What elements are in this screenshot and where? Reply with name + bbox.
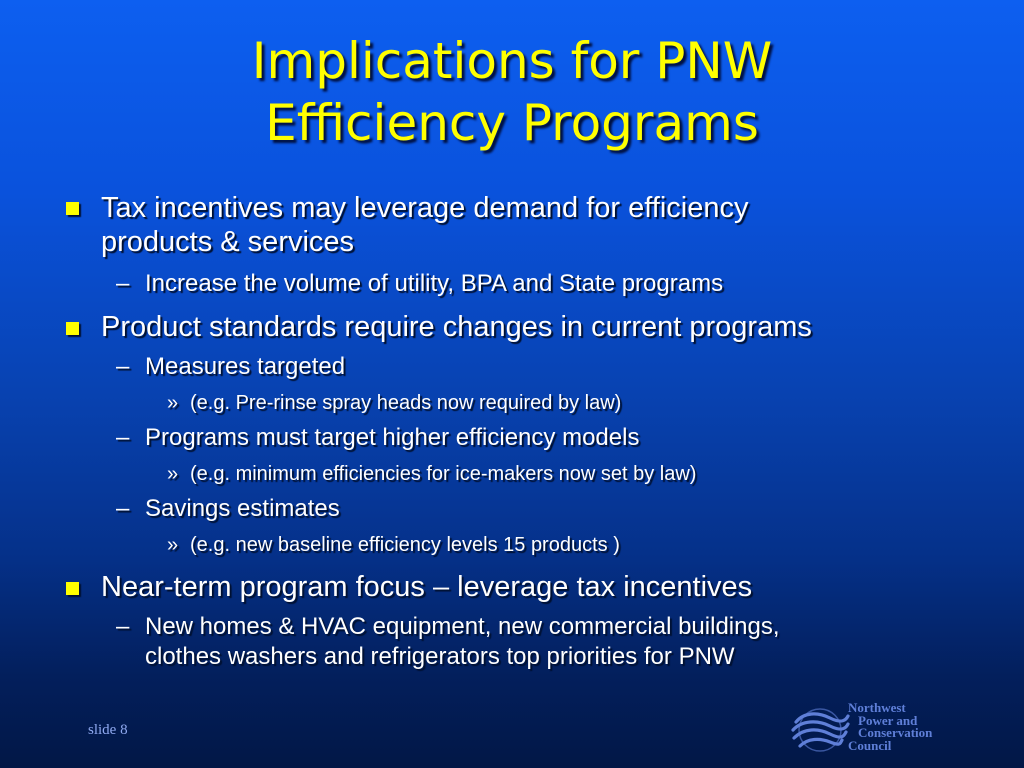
dash-marker: – [116, 495, 130, 522]
sub-bullet-measures-targeted: Measures targeted [145, 353, 346, 380]
slide-title [0, 30, 1024, 154]
title-line-2: Efficiency Programs [265, 94, 759, 152]
dash-marker: – [116, 353, 130, 380]
council-logo [790, 700, 960, 760]
sub-sub-bullet-baseline: (e.g. new baseline efficiency levels 15 products ) [190, 534, 620, 556]
logo-line: Power and [858, 712, 918, 728]
sub-bullet-increase-volume: Increase the volume of utility, BPA and State programs [145, 270, 724, 297]
sub-bullet-programs-target: Programs must target higher efficiency models [145, 424, 640, 451]
bullet-text-line: products & services [101, 226, 355, 258]
dash-marker: – [116, 270, 130, 297]
sub-bullet-new-homes [145, 612, 780, 672]
bullet-near-term-focus: Near-term program focus – leverage tax incentives [101, 571, 753, 603]
sub-bullet-savings-estimates: Savings estimates [145, 495, 340, 522]
dash-marker: – [116, 424, 130, 451]
bullet-square-icon [66, 582, 79, 595]
sub-sub-bullet-ice-makers: (e.g. minimum efficiencies for ice-makers now set by law) [190, 463, 697, 485]
bullet-tax-incentives [101, 191, 748, 259]
sub-sub-bullet-pre-rinse: (e.g. Pre-rinse spray heads now required by law) [190, 392, 622, 414]
bullet-square-icon [66, 202, 79, 215]
title-line-1: Implications for PNW [251, 32, 773, 90]
chevron-marker: » [167, 534, 179, 556]
bullet-product-standards: Product standards require changes in current programs [101, 311, 812, 343]
slide-number: slide 8 [88, 722, 128, 738]
chevron-marker: » [167, 463, 179, 485]
wave-globe-icon [790, 704, 852, 754]
chevron-marker: » [167, 392, 179, 414]
bullet-text-line: New homes & HVAC equipment, new commercial buildings, [145, 613, 780, 640]
bullet-text-line: Tax incentives may leverage demand for efficiency [101, 192, 749, 224]
bullet-text-line: clothes washers and refrigerators top priorities for PNW [145, 643, 735, 670]
dash-marker: – [116, 613, 130, 640]
logo-line: Conservation [858, 725, 933, 740]
logo-text [848, 702, 932, 752]
logo-line: Council [848, 737, 892, 753]
bullet-square-icon [66, 322, 79, 335]
logo-line: Northwest [848, 700, 906, 715]
